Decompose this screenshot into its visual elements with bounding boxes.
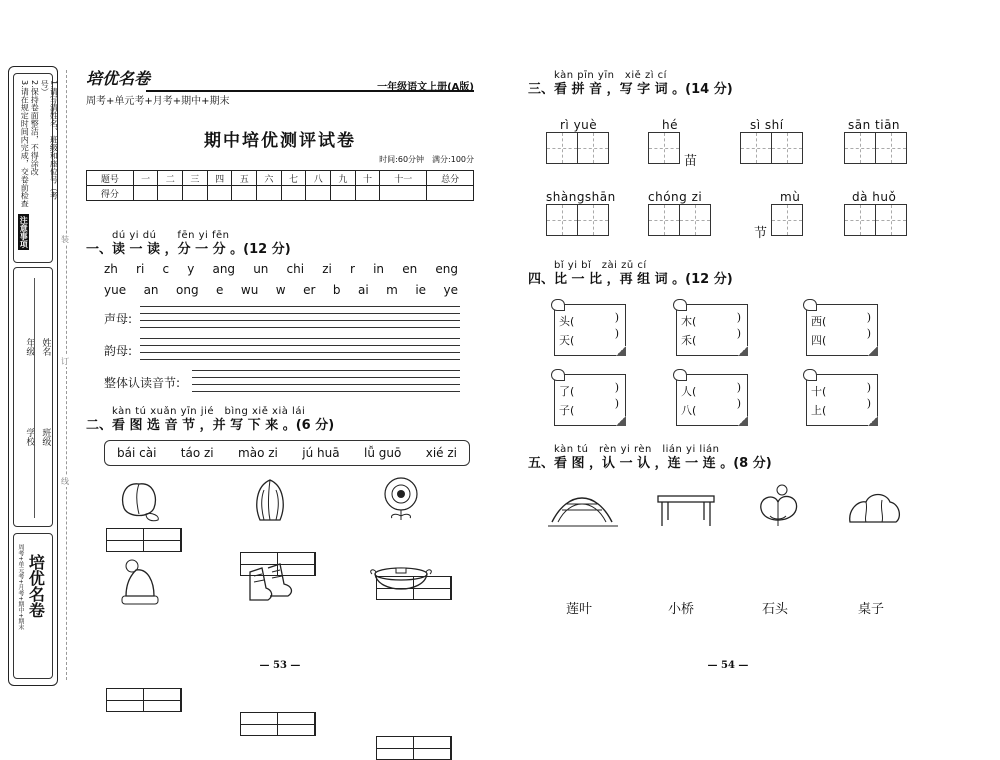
q2-answer-box[interactable] [376,736,452,760]
q1-finals-row [104,338,460,360]
score-col: 九 [331,171,356,186]
q2-option: táo zi [180,446,214,460]
score-row-label: 得分 [87,186,134,201]
write-cell[interactable] [679,204,711,236]
write-cell[interactable] [844,204,876,236]
syllable: wu [240,283,259,297]
score-col: 一 [133,171,158,186]
syllable: y [187,262,195,276]
q1-pinyin: dú yi dú fēn yi fēn [112,230,230,241]
book-label: 一年级语文上册(A版) [377,82,474,93]
score-table [86,170,474,201]
syllable: e [216,283,224,297]
q1-whole-field[interactable] [192,370,460,392]
notice-line-2: 2.保持卷面整洁，不得涂改 [30,80,40,176]
q3-item-pinyin: mù [780,190,801,204]
q3-title: 三、看 拼 音 ，写 字 词 。(14 分) [528,82,733,97]
score-cell[interactable] [133,186,158,201]
sidebar-logo: 培优名卷 [26,554,46,618]
syllable: un [253,262,269,276]
q3-item-1 [546,118,609,168]
write-cell[interactable] [577,204,609,236]
score-col: 五 [232,171,257,186]
right-page [528,66,928,686]
score-cell[interactable] [355,186,380,201]
q3-item-8 [844,190,907,240]
score-head-label: 题号 [87,171,134,186]
syllable: en [402,262,418,276]
syllable: ri [136,262,145,276]
score-cell[interactable] [257,186,282,201]
syllable: c [162,262,170,276]
syllable: in [373,262,385,276]
info-panel [13,267,53,527]
write-cell[interactable] [875,204,907,236]
q4-card: 了( 子( ) ) [554,374,626,426]
score-cell[interactable] [331,186,356,201]
cut-mark-3: 线 [61,477,69,486]
write-cell[interactable] [648,132,680,164]
q1-finals-label: 韵母: [104,344,133,358]
q5-title: 五、看 图 ，认 一 认 ，连 一 连 。(8 分) [528,456,772,471]
field-class: 班级 [40,428,51,446]
score-cell[interactable] [427,186,474,201]
q2-option: lǚ guō [364,446,402,460]
q3-given-char: 节 [754,226,768,241]
q5-pinyin: kàn tú rèn yi rèn lián yi lián [554,444,720,455]
cut-line [66,70,67,680]
syllable: er [303,283,316,297]
notice-line-1: 1.请写清姓名、班级和座位号（考号） [40,80,59,200]
q3-item-pinyin: sān tiān [848,118,901,132]
syllable: ong [176,283,199,297]
score-cell[interactable] [183,186,208,201]
bridge-icon [548,484,618,528]
score-cell[interactable] [306,186,331,201]
notice-title: 注意事项 [19,216,29,248]
field-line [34,278,35,518]
lotus-icon [752,482,806,530]
q4-char: 上( [811,404,827,417]
syllable: eng [435,262,458,276]
q2-option: mào zi [238,446,278,460]
q4-char: 四( [811,334,827,347]
field-grade: 年级 [24,338,35,356]
sidebar-logo-sub: 周考+单元考+月考+期中+期末 [16,544,24,631]
score-col: 二 [158,171,183,186]
page-number-right: — 54 — [707,660,749,671]
score-cell[interactable] [158,186,183,201]
syllable: ang [212,262,236,276]
syllable: b [332,283,341,297]
syllable: ye [443,283,458,297]
rock-icon [846,488,902,528]
syllable: zh [104,262,118,276]
write-cell[interactable] [875,132,907,164]
sidebar-logo-panel [13,533,53,679]
score-col: 三 [183,171,208,186]
write-cell[interactable] [577,132,609,164]
hat-icon [118,558,164,610]
syllable: an [143,283,159,297]
score-col: 总分 [427,171,474,186]
series-label: 周考+单元考+月考+期中+期末 [86,96,230,107]
score-col: 十一 [380,171,427,186]
table-icon [656,492,716,528]
q2-pinyin: kàn tú xuǎn yīn jié bìng xiě xià lái [112,406,306,417]
q4-title: 四、比 一 比 ，再 组 词 。(12 分) [528,272,733,287]
q1-initials-row [104,306,460,328]
syllable: m [386,283,398,297]
q3-item-6 [648,190,711,240]
q3-given-char: 苗 [684,154,698,169]
q1-initials-field[interactable] [140,306,460,328]
q4-card: 十( 上( ) ) [806,374,878,426]
q2-answer-box[interactable] [106,528,182,552]
q2-options-box [104,440,470,466]
q3-item-7 [754,190,803,241]
q1-whole-label: 整体认读音节: [104,376,181,390]
q4-char: 了( [559,385,575,398]
cut-mark-2: 订 [61,357,69,366]
syllable: ai [357,283,369,297]
q5-word: 桌子 [858,602,885,617]
q2-option: jú huā [302,446,340,460]
q3-item-3 [740,118,803,168]
peach-icon [116,478,162,522]
score-cell[interactable] [380,186,427,201]
write-cell[interactable] [740,132,772,164]
syllable: ie [415,283,427,297]
q1-whole-row [104,370,460,392]
q3-item-pinyin: shàngshān [546,190,616,204]
syllable: yue [104,283,127,297]
page-number-left: — 53 — [259,660,301,671]
q2-answer-box[interactable] [240,712,316,736]
score-cell[interactable] [232,186,257,201]
q1-finals-field[interactable] [140,338,460,360]
q4-char: 头( [559,315,575,328]
q1-initials-label: 声母: [104,312,133,326]
q3-item-pinyin: sì shí [750,118,784,132]
q3-item-pinyin: rì yuè [560,118,598,132]
score-col: 八 [306,171,331,186]
q1-row-1 [104,262,458,276]
q3-item-pinyin: hé [662,118,678,132]
q3-item-2 [648,118,697,169]
write-cell[interactable] [546,132,578,164]
score-col: 十 [355,171,380,186]
q2-answer-box[interactable] [106,688,182,712]
left-page [86,66,474,686]
notice-line-3: 3.请在规定时间内完成，交卷前检查 [20,80,30,208]
q2-title: 二、看 图 选 音 节 ，并 写 下 来 。(6 分) [86,418,335,433]
q5-word: 石头 [762,602,789,617]
q5-word: 莲叶 [566,602,593,617]
score-col: 七 [281,171,306,186]
q4-char: 西( [811,315,827,328]
notice-panel [13,73,59,263]
pot-icon [370,564,432,606]
time-info: 时间:60分钟 满分:100分 [379,155,474,164]
syllable: zi [322,262,332,276]
write-cell[interactable] [546,204,578,236]
q4-card: 头( 天( ) ) [554,304,626,356]
q4-pinyin: bǐ yi bǐ zài zǔ cí [554,260,647,271]
q5-word: 小桥 [668,602,695,617]
q1-title: 一、读 一 读 ，分 一 分 。(12 分) [86,242,291,257]
q2-option: xié zi [425,446,457,460]
q3-item-pinyin: chóng zi [648,190,703,204]
q4-char: 禾( [681,334,697,347]
cut-mark-1: 装 [61,235,69,244]
q4-card: 人( 八( ) ) [676,374,748,426]
q4-char: 十( [811,385,827,398]
write-cell[interactable] [648,204,680,236]
binding-sidebar [8,66,58,686]
q4-char: 天( [559,334,575,347]
field-school: 学校 [24,428,35,446]
q1-row-2 [104,283,458,297]
brand-logo: 培优名卷 [86,69,151,88]
write-cell[interactable] [771,132,803,164]
q4-card: 木( 禾( ) ) [676,304,748,356]
q3-pinyin: kàn pīn yīn xiě zì cí [554,70,667,81]
score-cell[interactable] [207,186,232,201]
q4-char: 子( [559,404,575,417]
q3-item-pinyin: dà huǒ [852,190,897,204]
score-col: 四 [207,171,232,186]
q2-option: bái cài [117,446,157,460]
syllable: w [275,283,286,297]
field-name: 姓名 [40,338,51,356]
page-title: 期中培优测评试卷 [204,131,356,151]
q3-item-5 [546,190,616,240]
score-cell[interactable] [281,186,306,201]
cabbage-icon [250,476,290,524]
score-col: 六 [257,171,282,186]
q3-item-4 [844,118,907,168]
q4-char: 人( [681,385,697,398]
q4-card: 西( 四( ) ) [806,304,878,356]
q4-char: 木( [681,315,697,328]
syllable: r [350,262,355,276]
syllable: chi [286,262,305,276]
write-cell[interactable] [844,132,876,164]
write-cell[interactable] [771,204,803,236]
shoes-icon [244,560,296,608]
chrysanthemum-icon [378,474,424,522]
q4-char: 八( [681,404,697,417]
